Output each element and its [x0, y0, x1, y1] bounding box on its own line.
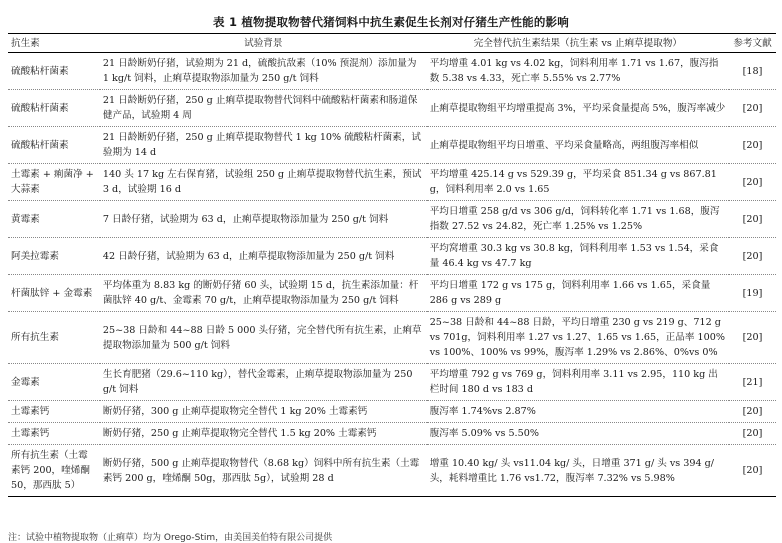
- cell-result: 平均日增重 258 g/d vs 306 g/d，饲料转化率 1.71 vs 1.68，腹泻指数 27.52 vs 24.82，死亡率 1.25% vs 1.25%: [429, 206, 720, 232]
- cell-background: 42 日龄仔猪，试验期为 63 d，止痢草提取物添加量为 250 g/t 饲料: [102, 250, 395, 262]
- cell-reference: [20]: [742, 102, 763, 114]
- cell-background: 21 日龄断奶仔猪，试验期为 21 d，硫酸抗敌素（10% 预混剂）添加量为 1 kg/t 饲料，止痢草提取物添加量为 250 g/t 饲料: [102, 58, 417, 84]
- cell-antibiotic: 硫酸粘杆菌素: [11, 102, 69, 114]
- cell-reference: [20]: [742, 139, 763, 151]
- header-background: 试验背景: [244, 37, 283, 49]
- cell-antibiotic: 土霉素 + 痢菌净 + 大蒜素: [11, 169, 94, 195]
- cell-reference: [18]: [742, 65, 763, 77]
- cell-background: 生长育肥猪（29.6~110 kg），替代金霉素，止痢草提取物添加量为 250 g/t 饲料: [102, 369, 413, 395]
- table-row: [8, 423, 776, 445]
- cell-reference: [20]: [742, 465, 763, 476]
- table-row: [8, 90, 776, 127]
- header-result: 完全替代抗生素结果（抗生素 vs 止痢草提取物）: [473, 37, 683, 49]
- cell-antibiotic: 金霉素: [11, 376, 40, 388]
- cell-result: 增重 10.40 kg/ 头 vs11.04 kg/ 头，日增重 371 g/ 头 vs 394 g/ 头，耗料增重比 1.76 vs1.72，腹泻率 7.32% vs 5.98%: [429, 457, 715, 484]
- table-row: [8, 312, 776, 364]
- table-row: [8, 53, 776, 90]
- cell-result: 平均增重 4.01 kg vs 4.02 kg，饲料利用率 1.71 vs 1.67，腹泻指数 5.38 vs 4.33，死亡率 5.55% vs 2.77%: [429, 58, 719, 84]
- cell-reference: [20]: [742, 332, 763, 343]
- cell-antibiotic: 所有抗生素（土霉素钙 200，喹烯酮 50，那西肽 5）: [11, 450, 90, 491]
- cell-result: 腹泻率 1.74%vs 2.87%: [429, 406, 536, 417]
- cell-reference: [19]: [742, 287, 763, 299]
- table-footnote: 注：试验中植物提取物（止痢草）均为 Orego-Stim，由美国美伯特有限公司提供: [8, 533, 333, 543]
- cell-result: 平均增重 425.14 g vs 529.39 g，平均采食 851.34 g vs 867.81 g，饲料利用率 2.0 vs 1.65: [429, 169, 717, 195]
- table-row: [8, 364, 776, 401]
- cell-background: 21 日龄断奶仔猪，250 g 止痢草提取物替代饲料中硫酸粘杆菌素和肠道保健产品，试验期 4 周: [102, 95, 418, 121]
- cell-reference: [20]: [742, 213, 763, 225]
- cell-result: 腹泻率 5.09% vs 5.50%: [429, 428, 539, 439]
- results-table: [8, 33, 776, 497]
- cell-background: 平均体重为 8.83 kg 的断奶仔猪 60 头，试验期 15 d，抗生素添加量：杆菌肽锌 40 g/t、金霉素 70 g/t，止痢草提取物添加量为 250 g/t 饲料: [102, 280, 419, 306]
- table-row: [8, 201, 776, 238]
- cell-background: 7 日龄仔猪，试验期为 63 d，止痢草提取物添加量为 250 g/t 饲料: [102, 213, 389, 225]
- cell-reference: [20]: [742, 406, 763, 417]
- cell-result: 平均日增重 172 g vs 175 g，饲料利用率 1.66 vs 1.65，采食量 286 g vs 289 g: [429, 280, 711, 306]
- table-row: [8, 164, 776, 201]
- cell-background: 25~38 日龄和 44~88 日龄 5 000 头仔猪，完全替代所有抗生素，止痢草提取物添加量为 500 g/t 饲料: [102, 324, 422, 351]
- cell-antibiotic: 杆菌肽锌 + 金霉素: [11, 287, 93, 299]
- cell-reference: [21]: [742, 376, 763, 388]
- header-reference: 参考文献: [733, 37, 772, 49]
- cell-antibiotic: 土霉素钙: [11, 428, 50, 439]
- table-row: [8, 127, 776, 164]
- cell-antibiotic: 黄霉素: [11, 213, 40, 225]
- cell-antibiotic: 硫酸粘杆菌素: [11, 139, 69, 151]
- cell-background: 21 日龄断奶仔猪，250 g 止痢草提取物替代 1 kg 10% 硫酸粘杆菌素，试验期为 14 d: [102, 132, 421, 158]
- cell-antibiotic: 土霉素钙: [11, 406, 50, 417]
- table-row: [8, 445, 776, 497]
- cell-background: 140 头 17 kg 左右保育猪，试验组 250 g 止痢草提取物替代抗生素，预试 3 d，试验期 16 d: [102, 169, 422, 195]
- cell-antibiotic: 所有抗生素: [11, 332, 59, 343]
- cell-result: 止痢草提取物组平均增重提高 3%，平均采食量提高 5%，腹泻率减少: [429, 102, 726, 114]
- cell-background: 断奶仔猪，300 g 止痢草提取物完全替代 1 kg 20% 土霉素钙: [102, 406, 368, 417]
- cell-result: 平均增重 792 g vs 769 g，饲料利用率 3.11 vs 2.95，110 kg 出栏时间 180 d vs 183 d: [429, 369, 718, 395]
- cell-reference: [20]: [742, 176, 763, 188]
- cell-background: 断奶仔猪，500 g 止痢草提取物替代（8.68 kg）饲料中所有抗生素（土霉素钙 200 g，喹烯酮 50g，那西肽 5g），试验期 28 d: [102, 457, 420, 484]
- cell-antibiotic: 硫酸粘杆菌素: [11, 65, 69, 77]
- header-antibiotic: 抗生素: [11, 37, 40, 49]
- cell-result: 25~38 日龄和 44~88 日龄，平均日增重 230 g vs 219 g、712 g vs 701g，饲料利用率 1.27 vs 1.27、1.65 vs 1.65，正品率 100% vs 100%、100% vs 99%，腹泻率 1.29% vs 2.86%、0%vs 0%: [429, 317, 725, 358]
- cell-result: 止痢草提取物组平均日增重、平均采食量略高，两组腹泻率相似: [429, 139, 699, 151]
- cell-result: 平均窝增重 30.3 kg vs 30.8 kg，饲料利用率 1.53 vs 1.54，采食量 46.4 kg vs 47.7 kg: [429, 243, 719, 269]
- cell-reference: [20]: [742, 250, 763, 262]
- table-header-row: [8, 34, 776, 53]
- table-caption: 表 1 植物提取物替代猪饲料中抗生素促生长剂对仔猪生产性能的影响: [213, 15, 569, 29]
- table-row: [8, 401, 776, 423]
- cell-reference: [20]: [742, 428, 763, 439]
- table-row: [8, 275, 776, 312]
- cell-background: 断奶仔猪，250 g 止痢草提取物完全替代 1.5 kg 20% 土霉素钙: [102, 428, 377, 439]
- cell-antibiotic: 阿美拉霉素: [11, 250, 59, 262]
- table-row: [8, 238, 776, 275]
